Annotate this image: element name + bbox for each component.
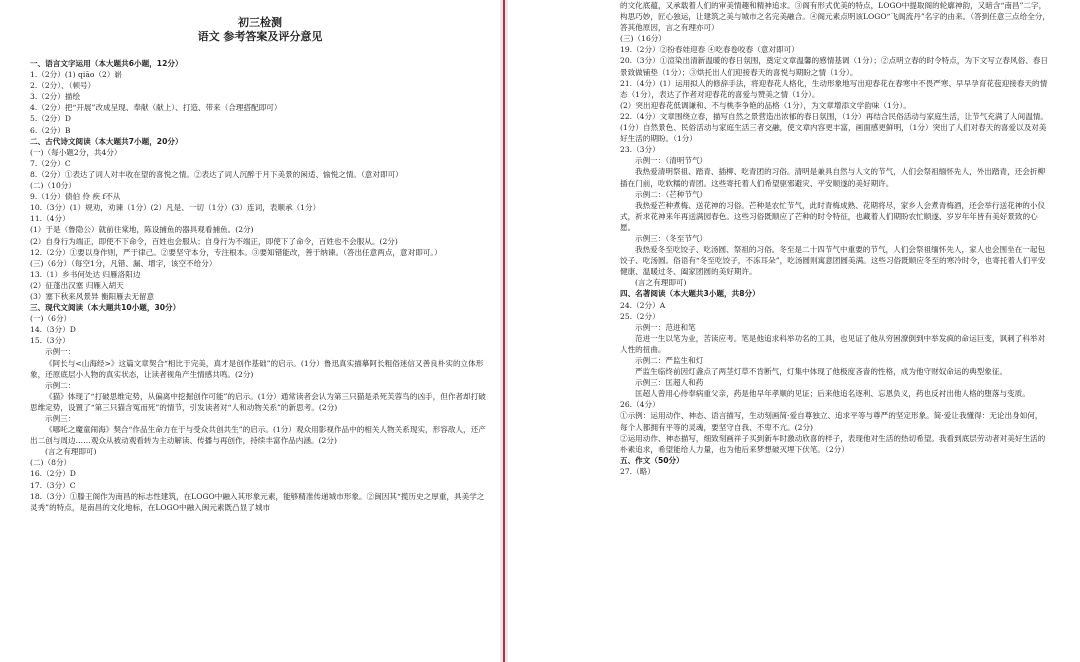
section-heading: 二、古代诗文阅读（本大题共7小题，20分）	[30, 136, 183, 146]
answer-line: 3.（2分）描绘	[30, 92, 81, 102]
answer-line: 2.（2分）、（顿号）	[30, 81, 96, 91]
answer-line: 20.（3分）①渲染出清新温暖的春日氛围，奠定文章温馨的感情基调（1分）；②点明立春的时令特点，为下文写立春风俗、春日景致做铺垫（1分）；③烘托出人们迎接春天的喜悦与期盼之情（1分）。	[620, 56, 1048, 77]
answer-line: ①示例：运用动作、神态、语言描写，生动刻画简·爱自尊独立、追求平等与尊严的坚定形象。简·爱让我懂得：无论出身如何，每个人都拥有平等的灵魂，要坚守自我、不卑不亢。(2分)	[620, 411, 1043, 432]
section-heading: 四、名著阅读（本大题共3小题，共8分）	[620, 289, 760, 299]
answer-line: 我热爱冬至吃饺子、吃汤圆、祭祖的习俗。冬至是二十四节气中重要的节气，人们会祭祖缅怀先人，家人也会围坐在一起包饺子、吃汤圆。俗语有“冬至吃饺子，不冻耳朵”，吃汤圆则寓意团圆美满。这些习俗既顺应冬至的寒冷时令，也寄托着人们平安健康、温暖过冬、阖家团圆的美好期许。	[620, 245, 1046, 277]
right-text-body	[620, 0, 1050, 477]
answer-line: 8.（2分）①表达了词人对丰收在望的喜悦之情。②表达了词人沉醉于月下美景的闲适、愉悦之情。（意对即可）	[30, 169, 403, 179]
page-gap	[500, 0, 508, 662]
answer-line: 示例一：（清明节气）	[635, 156, 708, 166]
answer-line: 示例一：范进和笔	[635, 322, 696, 332]
section-heading: 一、语言文字运用（本大题共6小题，12分）	[30, 59, 183, 68]
answer-line: (2）征蓬出汉塞 归雁入胡天	[30, 280, 124, 290]
answer-line: 18.（3分）①滕王阁作为南昌的标志性建筑，在LOGO中融入其形象元素，能够精准传递城市形象。②闽因其“揽历史之厚重，具美学之灵秀”的特点，是南昌的文化地标，在LOGO中融入闽元素既凸显了城市	[30, 491, 485, 512]
answer-line: 7.（2分）C	[30, 158, 71, 168]
answer-line: 我热爱清明祭祖、踏青、插柳、吃青团的习俗。清明是兼具自然与人文的节气，人们会祭祖缅怀先人，外出踏青，还会折柳插在门前，吃软糯的青团。这些寄托着人们希望驱邪避灾、平安顺遂的美好期许。	[620, 167, 1046, 188]
left-text-body	[30, 58, 490, 513]
answer-line: (言之有理即可)	[45, 447, 97, 457]
answer-line: 《哪吒之魔童闹海》契合“作品生命力在于与受众共创共生”的启示。(1分）观众用影视作品中的相关人物关系现实，形容敌人，还产出二创与周边……观众从被动观看转为主动解读、传播与再创作，持续丰富作品内涵。(2分)	[30, 425, 486, 446]
answer-line: (二)（10分）	[30, 181, 76, 191]
answer-line: (一)（6分）	[30, 314, 72, 324]
answer-line: 12.（2分）①要以身作则，严于律己。②要坚守本分，专注根本。③要知错能改，善于纳谏。（答出任意两点，意对即可。）	[30, 247, 442, 257]
answer-line: 27.（略）	[620, 466, 655, 476]
answer-line: 示例三：匡超人和药	[635, 378, 704, 388]
answer-line: (二)（8分）	[30, 458, 72, 468]
answer-line: 15.（3分）	[30, 336, 70, 346]
answer-line: 示例二：	[45, 380, 76, 390]
answer-line: (3）塞下秋来风景异 衡阳雁去无留意	[30, 291, 155, 301]
answer-line: 26.（4分）	[620, 400, 660, 410]
section-heading: 三、现代文阅读（本大题共10小题，30分）	[30, 303, 181, 313]
page-right	[508, 0, 1080, 662]
answer-line: ②运用动作、神态描写，细致刻画祥子买到新车时激动欣喜的样子，表现他对生活的热切希望。我看到底层劳动者对美好生活的朴素追求，希望能给人力量，也为他后来梦想破灭埋下伏笔。（2分）	[620, 433, 1046, 454]
answer-line: (一)（每小题2分，共4分）	[30, 147, 122, 157]
answer-line: 《猫》体现了“打破思维定势，从偏离中挖掘创作可能”的启示。(1分）通常读者会认为第三只猫是杀死芙蓉鸟的凶手，但作者却打破思维定势，设置了“第三只猫含冤而死”的情节，引发读者对“人和动物关系”的新思考。(2分)	[30, 391, 486, 412]
answer-line: (2）自身行为端正，即使不下命令，百姓也会服从；自身行为不端正，即使下了命令，百姓也不会服从。(2分)	[30, 236, 398, 246]
answer-line: 示例二：严监生和灯	[635, 356, 704, 365]
answer-line: 示例三：（冬至节气）	[635, 233, 708, 243]
answer-line: (1）于是（鲁隐公）就前往棠地，陈设捕鱼的器具观看捕鱼。(2分)	[30, 225, 254, 235]
answer-line: 的文化底蕴，又承载着人们的审美情趣和精神追求。③阁有形式优美的特点，LOGO中提取阁的轮廓神韵，又暗含“南昌”二字，构思巧妙，匠心独运，让建筑之美与城市之名完美融合。④阁元素点明该LOGO“飞阁流丹”名字的由来。（答到任意三点给全分，答其他原因，言之有理亦可）	[620, 1, 1050, 33]
answer-line: 9.（1分）债伯 伶 疾 f不从	[30, 192, 121, 202]
answer-line: (言之有理即可)	[635, 278, 687, 288]
page-subtitle: 语文 参考答案及评分意见	[197, 30, 323, 43]
answer-line: 我热爱芒种煮梅、送花神的习俗。芒种是农忙节气，此时青梅成熟、花期将尽，家乡人会煮青梅酒，还会举行送花神的小仪式，祈求花神来年再送满园春色。这些习俗既顺应了芒种的时令特征，也藏着人们期盼农忙顺遂、岁岁年年皆有美好景致的心愿。	[620, 200, 1046, 232]
answer-line: 22.（4分）文章围绕立春，描写自然之景营造出浓郁的春日氛围，（1分）再结合民俗活动与家庭生活，让节气充满了人间温情。(1分）自然景色、民俗活动与家庭生活三者交融，使文章内容更丰富，画面感更鲜明，（1分）突出了人们对春天的喜爱以及对美好生活的期盼。（1分）	[620, 111, 1048, 144]
page-left	[0, 0, 500, 662]
answer-line: 16.（2分）D	[30, 469, 76, 479]
answer-line: 10.（3分）(1）规劝，劝谏（1分）(2）凡是、一切（1分）(3）连词，表顺承（1分）	[30, 203, 321, 213]
answer-line: 严监生临终前因灯盏点了两茎灯草不肯断气，灯集中体现了他极度吝啬的性格，成为他守财奴命运的典型象征。	[635, 367, 1008, 377]
section-heading: 五、作文（50分）	[620, 455, 684, 465]
answer-line: 25.（2分）	[620, 311, 660, 321]
answer-line: 13.（1）乡书何处达 归雁洛阳边	[30, 269, 141, 279]
answer-line: 21.（4分）(1）运用拟人的修辞手法，将迎春花人格化，生动形象地写出迎春花在春寒中不畏严寒、早早孕育花苞迎接春天的情态（1分），表达了作者对迎春花的喜爱与赞美之情（1分）。	[620, 78, 1048, 99]
answer-line: 5.（2分）D	[30, 114, 71, 124]
answer-line: 14.（3分）D	[30, 325, 76, 335]
answer-line: 24.（2分）A	[620, 300, 666, 310]
page-title: 初三检测	[238, 16, 282, 29]
answer-line: 23.（3分）	[620, 145, 660, 155]
answer-line: 示例一：	[45, 347, 76, 357]
answer-line: 6.（2分）B	[30, 125, 71, 135]
answer-line: 范进一生以笔为业，苦读应考。笔是他追求科举功名的工具，也见证了他从穷困潦倒到中举发疯的命运巨变，讽刺了科举对人性的扭曲。	[620, 333, 1046, 354]
answer-line: 示例三：	[45, 414, 76, 423]
answer-line: 11.（4分）	[30, 214, 70, 224]
answer-line: 匡超人曾用心侍奉病重父亲，药是他早年孝顺的见证；后来他追名逐利、忘恩负义，药也反衬出他人格的堕落与变质。	[635, 389, 1030, 399]
answer-line: 4.（2分）把“开展”改成呈现、奉献（献上）、打造、带来（合理搭配即可）	[30, 103, 282, 113]
answer-line: 示例二：（芒种节气）	[635, 189, 708, 199]
answer-line: (三)（6分）（每空1分，凡错、漏、增字，该空不给分）	[30, 258, 217, 268]
answer-line: 19.（2分）②扮春娃迎春 ④吃春卷咬春（意对即可）	[620, 45, 799, 55]
answer-line: 《阿长与<山海经>》这篇文章契合“相比于完美，真才是创作基础”的启示。(1分）鲁迅真实描摹阿长粗俗迷信又善良朴实的立体形象，还原底层小人物的真实状态，让读者视角产生情感共鸣。(2分)	[30, 358, 484, 379]
answer-line: (2）突出迎春花低调谦和、不与桃李争艳的品格（1分），为文章增添文学韵味（1分）。	[620, 100, 911, 110]
answer-line: (三)（16分）	[620, 34, 666, 44]
answer-line: 1.（2分）(1) qiāo（2）崭	[30, 70, 123, 80]
answer-line: 17.（3分）C	[30, 480, 76, 490]
page-divider	[503, 0, 505, 662]
